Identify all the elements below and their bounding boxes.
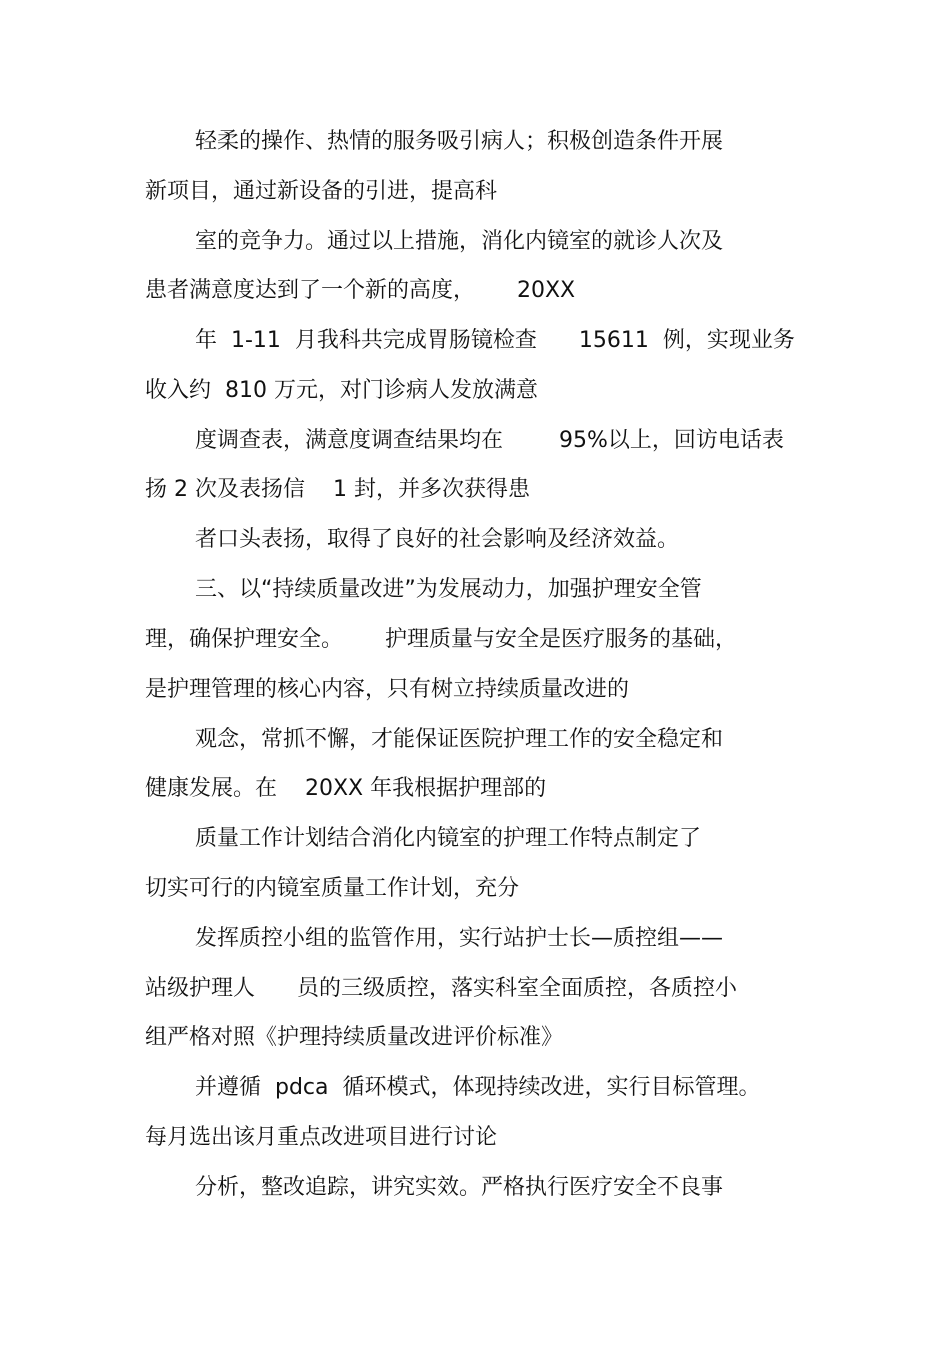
text-line: 年 1-11 月我科共完成胃肠镜检查 15611 例，实现业务: [195, 328, 795, 353]
text-line: 切实可行的内镜室质量工作计划，充分: [145, 876, 520, 901]
text-line: 患者满意度达到了一个新的高度， 20XX: [145, 278, 576, 303]
text-line: 轻柔的操作、热情的服务吸引病人；积极创造条件开展: [195, 129, 724, 154]
text-line: 分析，整改追踪，讲究实效。严格执行医疗安全不良事: [195, 1175, 724, 1200]
text-line: 是护理管理的核心内容，只有树立持续质量改进的: [145, 677, 630, 702]
text-line: 并遵循 pdca 循环模式，体现持续改进，实行目标管理。: [195, 1075, 761, 1100]
text-line: 观念，常抓不懈，才能保证医院护理工作的安全稳定和: [195, 727, 724, 752]
text-line: 度调查表，满意度调查结果均在 95%以上，回访电话表: [195, 428, 784, 453]
text-line: 收入约 810 万元，对门诊病人发放满意: [145, 378, 538, 403]
text-line: 站级护理人 员的三级质控，落实科室全面质控，各质控小: [145, 976, 737, 1001]
text-line: 组严格对照《护理持续质量改进评价标准》: [145, 1025, 564, 1050]
section-heading: 三、以“持续质量改进”为发展动力，加强护理安全管: [195, 577, 702, 602]
text-line: 者口头表扬，取得了良好的社会影响及经济效益。: [195, 527, 680, 552]
text-line: 新项目，通过新设备的引进，提高科: [145, 179, 498, 204]
text-line: 室的竞争力。通过以上措施，消化内镜室的就诊人次及: [195, 229, 724, 254]
text-line: 理，确保护理安全。 护理质量与安全是医疗服务的基础，: [145, 627, 737, 652]
text-line: 扬 2 次及表扬信 1 封，并多次获得患: [145, 477, 530, 502]
text-line: 发挥质控小组的监管作用，实行站护士长—质控组——: [195, 926, 724, 951]
text-line: 每月选出该月重点改进项目进行讨论: [145, 1125, 498, 1150]
text-line: 质量工作计划结合消化内镜室的护理工作特点制定了: [195, 826, 702, 851]
text-line: 健康发展。在 20XX 年我根据护理部的: [145, 776, 547, 801]
